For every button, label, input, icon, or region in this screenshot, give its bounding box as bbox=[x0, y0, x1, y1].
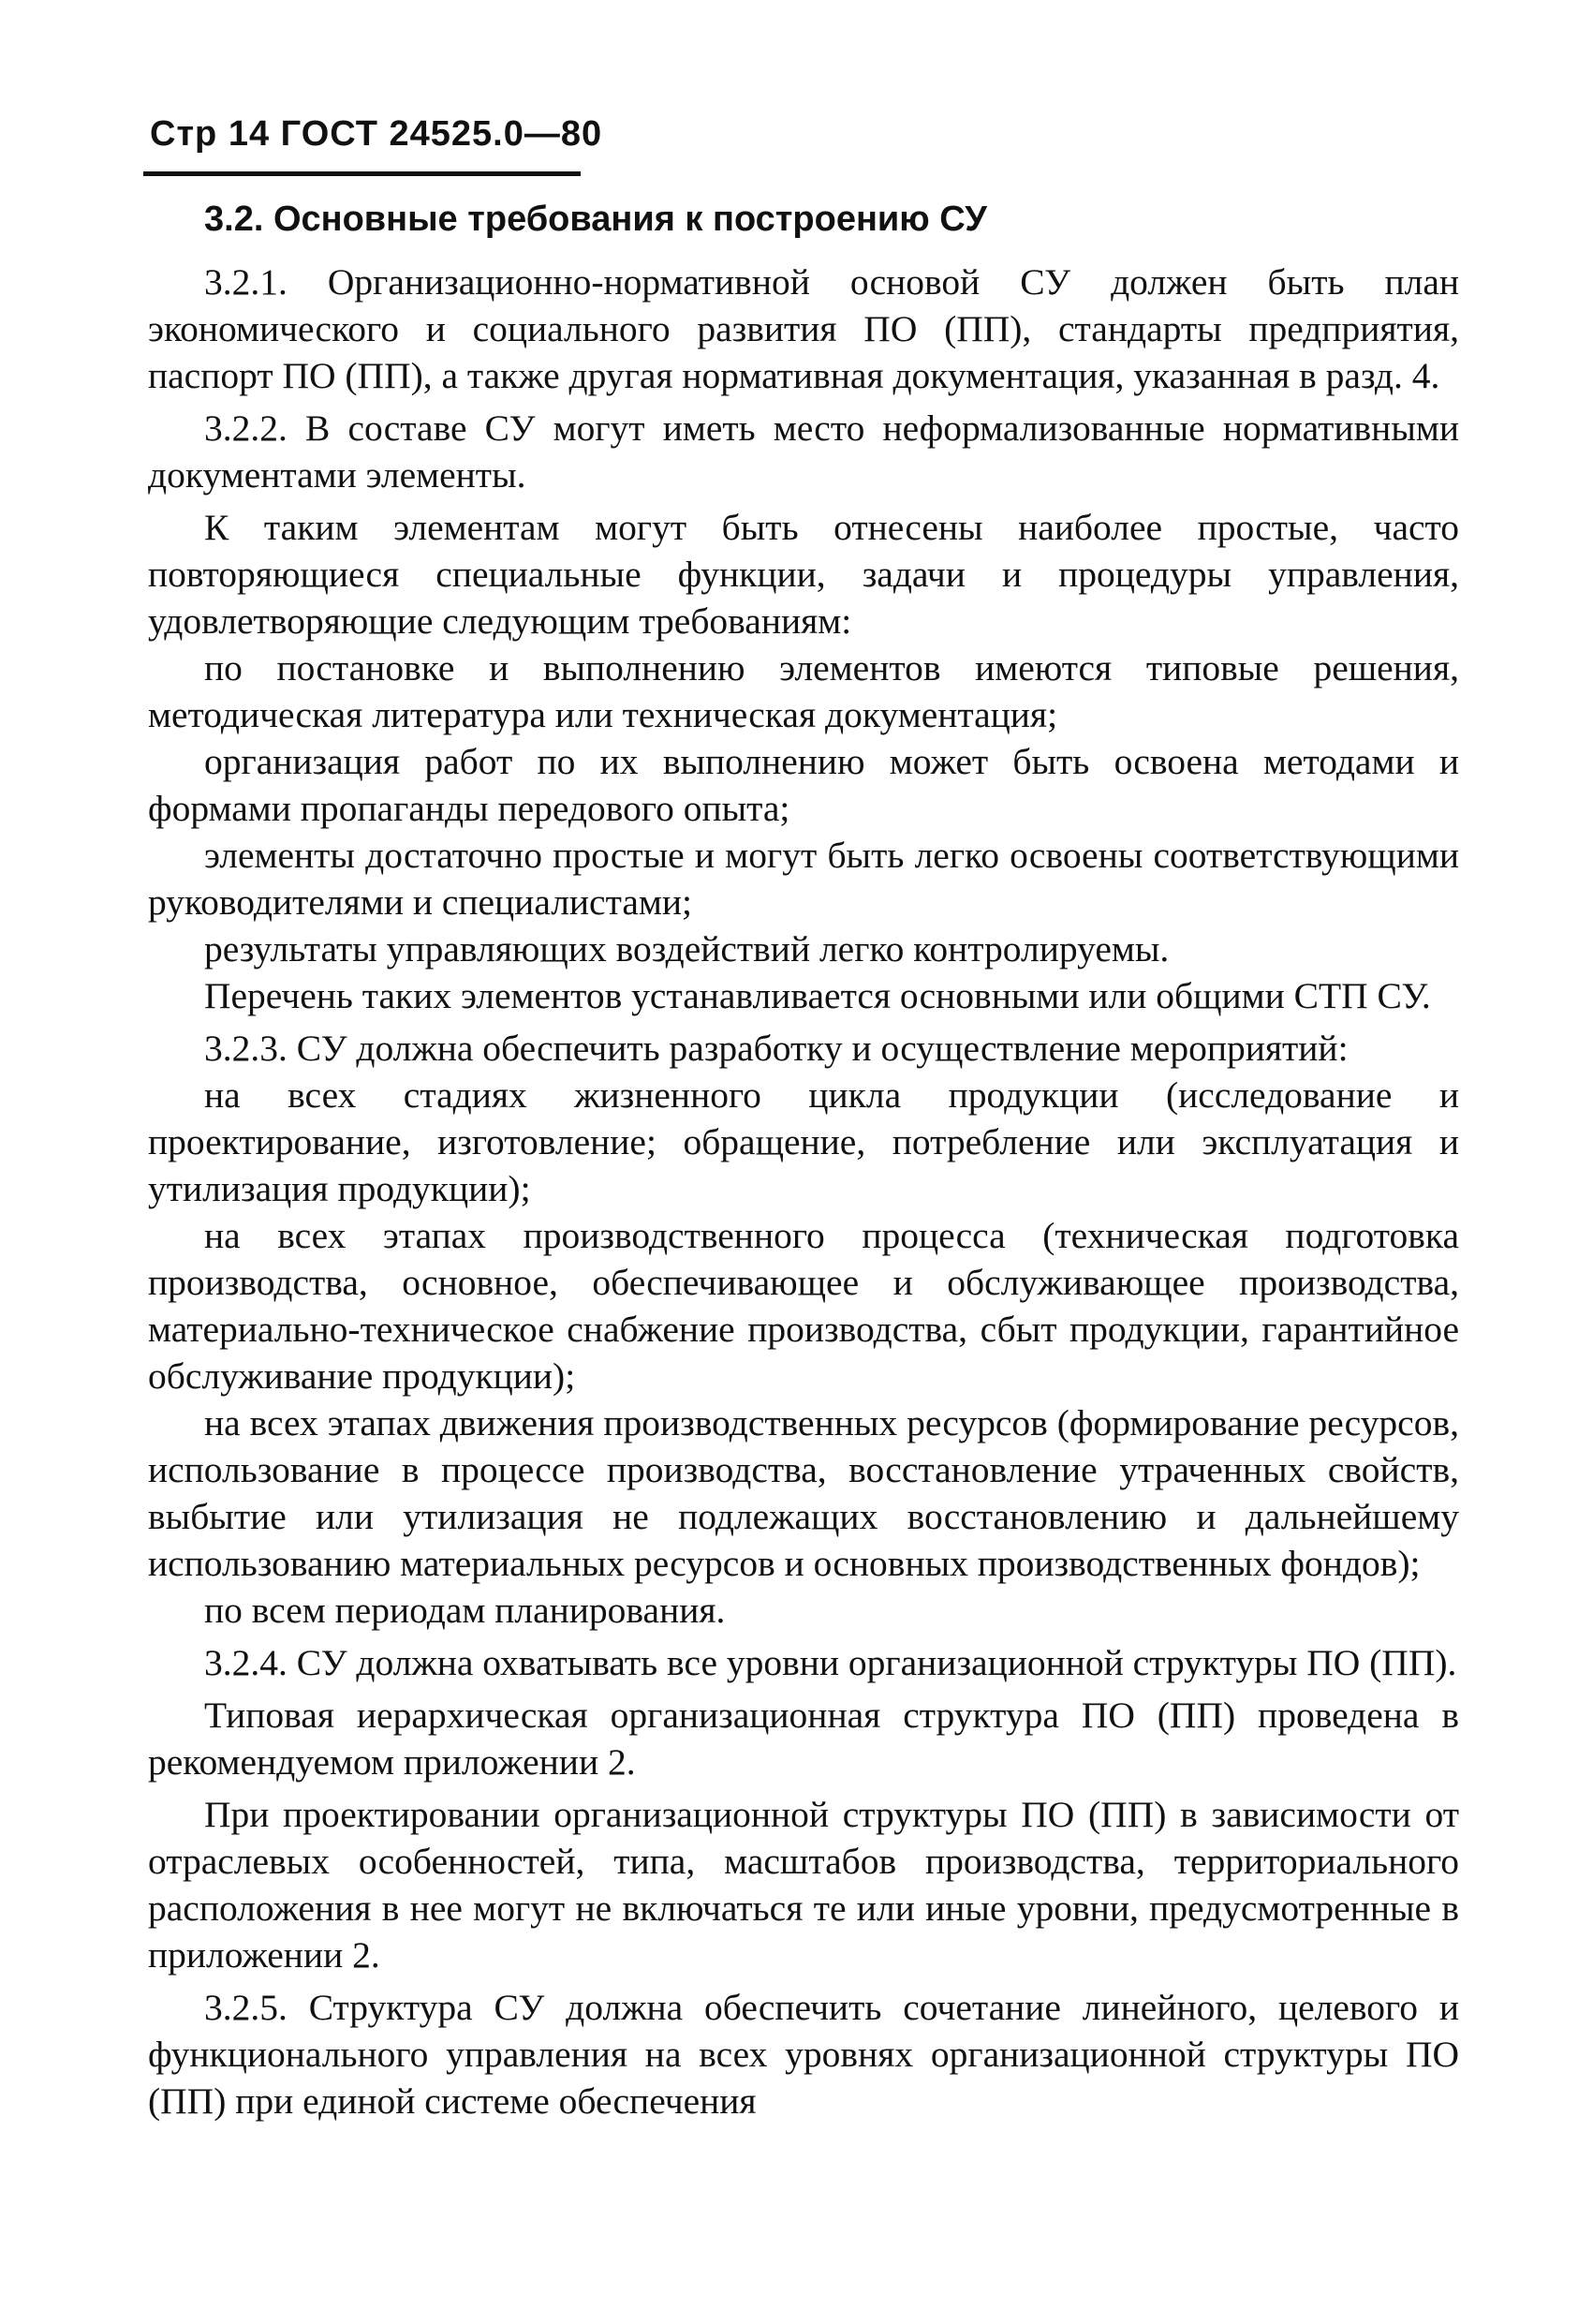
document-body bbox=[148, 195, 1459, 2130]
list-item: по постановке и выполнению элементов имеются типовые решения, методическая литература или техническая документация; bbox=[148, 647, 1459, 735]
paragraph-elements-list: Перечень таких элементов устанавливается основными или общими СТП СУ. bbox=[204, 975, 1431, 1016]
paragraph-3-2-4: 3.2.4. СУ должна охватывать все уровни организационной структуры ПО (ПП). bbox=[204, 1642, 1457, 1683]
paragraph-3-2-3: 3.2.3. СУ должна обеспечить разработку и осуществление мероприятий: bbox=[204, 1028, 1349, 1069]
list-item: на всех стадиях жизненного цикла продукции (исследование и проектирование, изготовление; обращение, потребление или эксплуатация и утилизация продукции); bbox=[148, 1074, 1459, 1209]
list-item: элементы достаточно простые и могут быть легко освоены соответствующими руководителями и специалистами; bbox=[148, 835, 1459, 923]
list-item: на всех этапах производственного процесса (техническая подготовка производства, основное, обеспечивающее и обслуживающее производства, материально-техническое снабжение производства, сбыт продукции, гарантийное обслуживание продукции); bbox=[148, 1215, 1459, 1397]
paragraph-typical-structure: Типовая иерархическая организационная структура ПО (ПП) проведена в рекомендуемом приложении 2. bbox=[148, 1695, 1459, 1783]
list-item: по всем периодам планирования. bbox=[204, 1590, 726, 1631]
paragraph-3-2-5: 3.2.5. Структура СУ должна обеспечить сочетание линейного, целевого и функционального управления на всех уровнях организационной структуры ПО (ПП) при единой системе обеспечения bbox=[148, 1987, 1459, 2122]
paragraph-design-note: При проектировании организационной структуры ПО (ПП) в зависимости от отраслевых особенностей, типа, масштабов производства, территориального расположения в нее могут не включаться те или иные уровни, предусмотренные в приложении 2. bbox=[148, 1794, 1459, 1976]
paragraph-3-2-1: 3.2.1. Организационно-нормативной основой СУ должен быть план экономического и социального развития ПО (ПП), стандарты предприятия, паспорт ПО (ПП), а также другая нормативная документация, указанная в разд. 4. bbox=[148, 261, 1459, 396]
list-item: на всех этапах движения производственных ресурсов (формирование ресурсов, использование в процессе производства, восстановление утраченных свойств, выбытие или утилизация не подлежащих восстановлению и дальнейшему использованию материальных ресурсов и основных производственных фондов); bbox=[148, 1402, 1459, 1584]
list-item: организация работ по их выполнению может быть освоена методами и формами пропаганды передового опыта; bbox=[148, 741, 1459, 829]
page-header: Стр 14 ГОСТ 24525.0—80 bbox=[150, 114, 603, 154]
paragraph-elements-intro: К таким элементам могут быть отнесены наиболее простые, часто повторяющиеся специальные функции, задачи и процедуры управления, удовлетворяющие следующим требованиям: bbox=[148, 507, 1459, 642]
header-rule bbox=[143, 171, 581, 176]
list-item: результаты управляющих воздействий легко контролируемы. bbox=[204, 928, 1170, 970]
paragraph-3-2-2: 3.2.2. В составе СУ могут иметь место неформализованные нормативными документами элементы. bbox=[148, 407, 1459, 496]
section-title: 3.2. Основные требования к построению СУ bbox=[204, 200, 987, 239]
